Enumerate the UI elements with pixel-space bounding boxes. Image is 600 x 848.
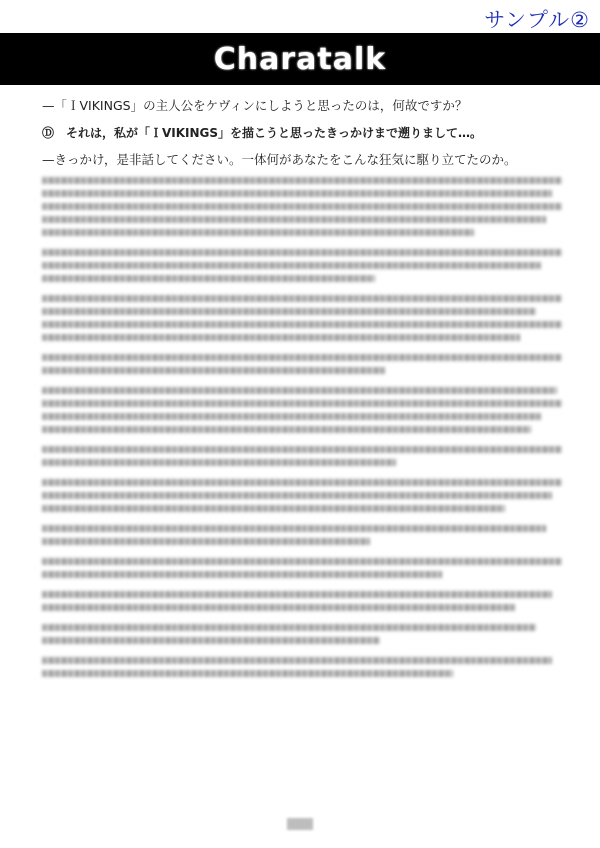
- answer-line: Ⓓ それは，私が「ＩVIKINGS」を描こうと思ったきっかけまで遡りまして…。: [42, 126, 483, 140]
- blurred-line: [42, 538, 370, 545]
- blurred-paragraph: [42, 387, 562, 433]
- blurred-line: [42, 190, 552, 197]
- blurred-line: [42, 505, 505, 512]
- blurred-line: [42, 558, 562, 565]
- blurred-line: [42, 670, 453, 677]
- blurred-line: [42, 367, 385, 374]
- blurred-paragraph: [42, 525, 562, 545]
- blurred-line: [42, 492, 552, 499]
- blurred-line: [42, 216, 546, 223]
- blurred-line: [42, 308, 536, 315]
- blurred-line: [42, 295, 562, 302]
- blurred-line: [42, 334, 520, 341]
- blurred-line: [42, 525, 546, 532]
- title-band: [0, 33, 600, 85]
- blurred-paragraph: [42, 295, 562, 341]
- blurred-line: [42, 426, 531, 433]
- blurred-paragraph: [42, 624, 562, 644]
- blurred-line: [42, 637, 380, 644]
- blurred-paragraph: [42, 249, 562, 282]
- blurred-line: [42, 657, 552, 664]
- blurred-line: [42, 354, 562, 361]
- question-line: —きっかけ，是非話してください。一体何があなたをこんな狂気に駆り立てたのか。: [42, 152, 517, 167]
- blurred-paragraph: [42, 558, 562, 578]
- blurred-line: [42, 459, 396, 466]
- blurred-line: [42, 624, 536, 631]
- blurred-paragraph: [42, 354, 562, 374]
- blurred-line: [42, 249, 562, 256]
- blurred-line: [42, 321, 562, 328]
- blurred-line: [42, 387, 557, 394]
- blurred-line: [42, 262, 541, 269]
- sample-label: サンプル②: [484, 8, 590, 32]
- blurred-paragraph: [42, 657, 562, 677]
- blurred-paragraph: [42, 446, 562, 466]
- blurred-text-area: [42, 177, 562, 677]
- question-line: —「ＩVIKINGS」の主人公をケヴィンにしようと思ったのは，何故ですか？: [42, 98, 468, 113]
- blurred-line: [42, 413, 541, 420]
- blurred-line: [42, 229, 474, 236]
- blurred-paragraph: [42, 591, 562, 611]
- page-number-blurred: [287, 818, 313, 830]
- blurred-line: [42, 604, 515, 611]
- blurred-paragraph: [42, 479, 562, 512]
- blurred-paragraph: [42, 177, 562, 236]
- blurred-line: [42, 591, 552, 598]
- blurred-line: [42, 446, 562, 453]
- page-title: Charatalk: [213, 41, 387, 77]
- blurred-line: [42, 203, 562, 210]
- blurred-line: [42, 479, 562, 486]
- article-body: [42, 90, 562, 690]
- blurred-line: [42, 177, 562, 184]
- blurred-line: [42, 400, 562, 407]
- blurred-line: [42, 571, 442, 578]
- blurred-line: [42, 275, 375, 282]
